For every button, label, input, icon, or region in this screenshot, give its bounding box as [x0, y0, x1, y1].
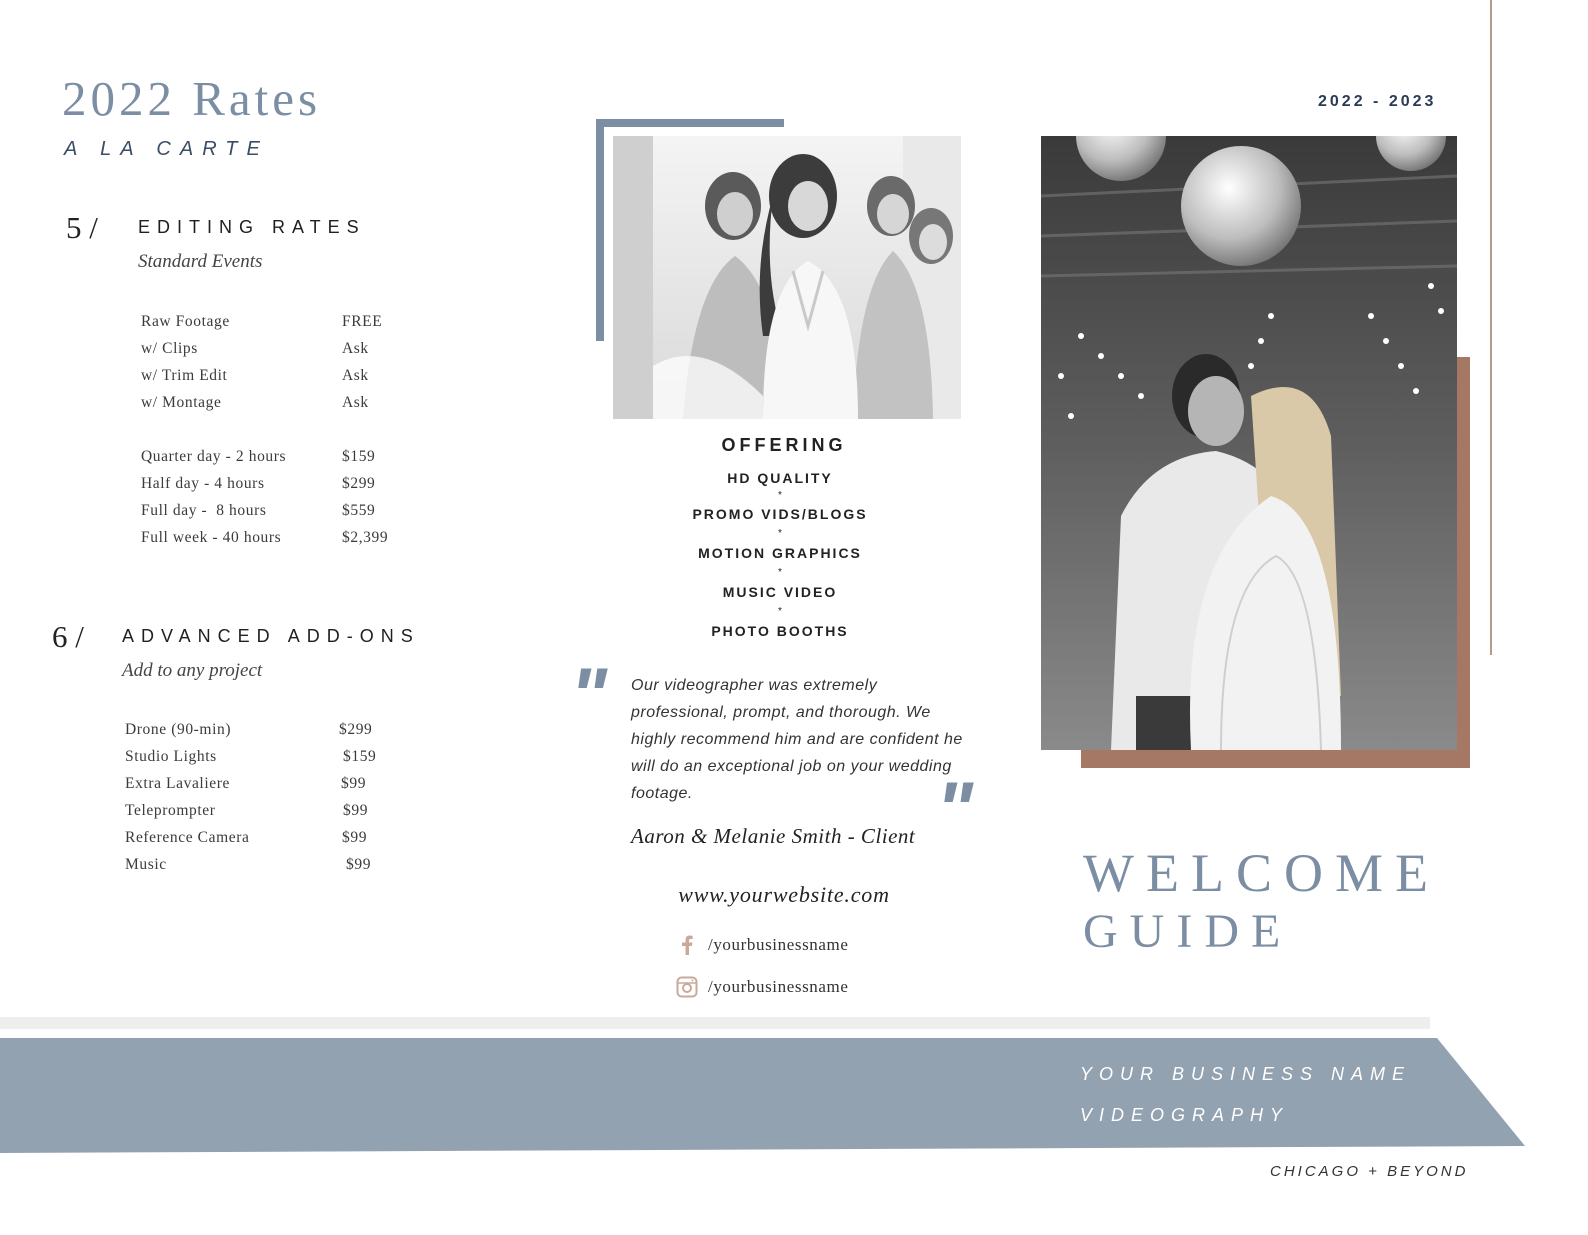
offering-separator: * — [778, 490, 782, 501]
instagram-link[interactable] — [676, 974, 849, 1000]
rate-price: Ask — [342, 394, 369, 411]
couple-dancing-photo — [1041, 136, 1457, 750]
addon-price: $99 — [341, 775, 367, 792]
year-range: 2022 - 2023 — [1318, 93, 1437, 110]
rate-price: $159 — [342, 448, 376, 465]
bridal-party-photo — [613, 136, 961, 419]
offering-item: PROMO VIDS/BLOGS — [692, 506, 868, 522]
facebook-link[interactable] — [676, 932, 849, 958]
offering-item: PHOTO BOOTHS — [711, 623, 849, 639]
testimonial-text: Our videographer was extremely professional, prompt, and thorough. We highly recommend him and are confident he will do an exceptional job on your wedding footage. — [631, 677, 963, 802]
facebook-icon — [676, 934, 698, 956]
accent-stripe — [0, 1017, 1430, 1029]
section-subtitle: Standard Events — [138, 251, 263, 272]
website-link[interactable]: www.yourwebsite.com — [678, 882, 890, 907]
close-quote-mark: " — [936, 765, 973, 853]
open-quote-mark: " — [570, 651, 607, 739]
divider-line — [1490, 0, 1492, 655]
rate-label: Quarter day - 2 hours — [141, 448, 287, 465]
offering-item: MUSIC VIDEO — [722, 584, 838, 600]
rate-label: w/ Trim Edit — [141, 367, 228, 384]
location-text: CHICAGO + BEYOND — [1270, 1163, 1469, 1180]
facebook-handle: /yourbusinessname — [708, 935, 849, 954]
offering-item: MOTION GRAPHICS — [698, 545, 862, 561]
offering-item: HD QUALITY — [727, 470, 833, 486]
addon-label: Drone (90-min) — [125, 721, 232, 738]
addon-price: $159 — [343, 748, 377, 765]
addon-label: Extra Lavaliere — [125, 775, 230, 792]
offering-separator: * — [778, 567, 782, 578]
welcome-title-line2: GUIDE — [1083, 905, 1293, 958]
section-number: 6 / — [52, 619, 84, 654]
offering-separator: * — [778, 606, 782, 617]
offering-title: OFFERING — [721, 435, 847, 455]
rate-label: Raw Footage — [141, 313, 230, 330]
business-tagline: VIDEOGRAPHY — [1080, 1105, 1290, 1125]
page-subtitle: A LA CARTE — [64, 138, 269, 160]
rate-label: Full day - 8 hours — [141, 502, 267, 519]
addon-price: $299 — [339, 721, 373, 738]
rate-label: w/ Montage — [141, 394, 222, 411]
rate-price: FREE — [342, 313, 383, 330]
section-subtitle: Add to any project — [122, 660, 263, 681]
welcome-title-line1: WELCOME — [1083, 843, 1440, 903]
addon-label: Music — [125, 856, 167, 873]
section-title-add-ons: ADVANCED ADD-ONS — [122, 626, 420, 646]
addon-price: $99 — [343, 802, 369, 819]
rate-label: Full week - 40 hours — [141, 529, 282, 546]
rate-price: Ask — [342, 340, 369, 357]
section-number: 5 / — [66, 210, 98, 245]
addon-price: $99 — [346, 856, 372, 873]
footer-band — [0, 1038, 1525, 1153]
rate-label: w/ Clips — [141, 340, 198, 357]
addon-price: $99 — [342, 829, 368, 846]
page-title: 2022 Rates — [62, 71, 322, 126]
rate-price: $559 — [342, 502, 376, 519]
instagram-handle: /yourbusinessname — [708, 977, 849, 996]
rate-label: Half day - 4 hours — [141, 475, 265, 492]
section-title-editing-rates: EDITING RATES — [138, 217, 366, 237]
instagram-icon — [676, 976, 698, 998]
rate-price: $299 — [342, 475, 376, 492]
offering-separator: * — [778, 528, 782, 539]
addon-label: Teleprompter — [125, 802, 216, 819]
addon-label: Reference Camera — [125, 829, 250, 846]
business-name: YOUR BUSINESS NAME — [1080, 1064, 1412, 1084]
addon-label: Studio Lights — [125, 748, 217, 765]
testimonial-author: Aaron & Melanie Smith - Client — [631, 824, 916, 848]
rate-price: Ask — [342, 367, 369, 384]
rate-price: $2,399 — [342, 529, 389, 546]
